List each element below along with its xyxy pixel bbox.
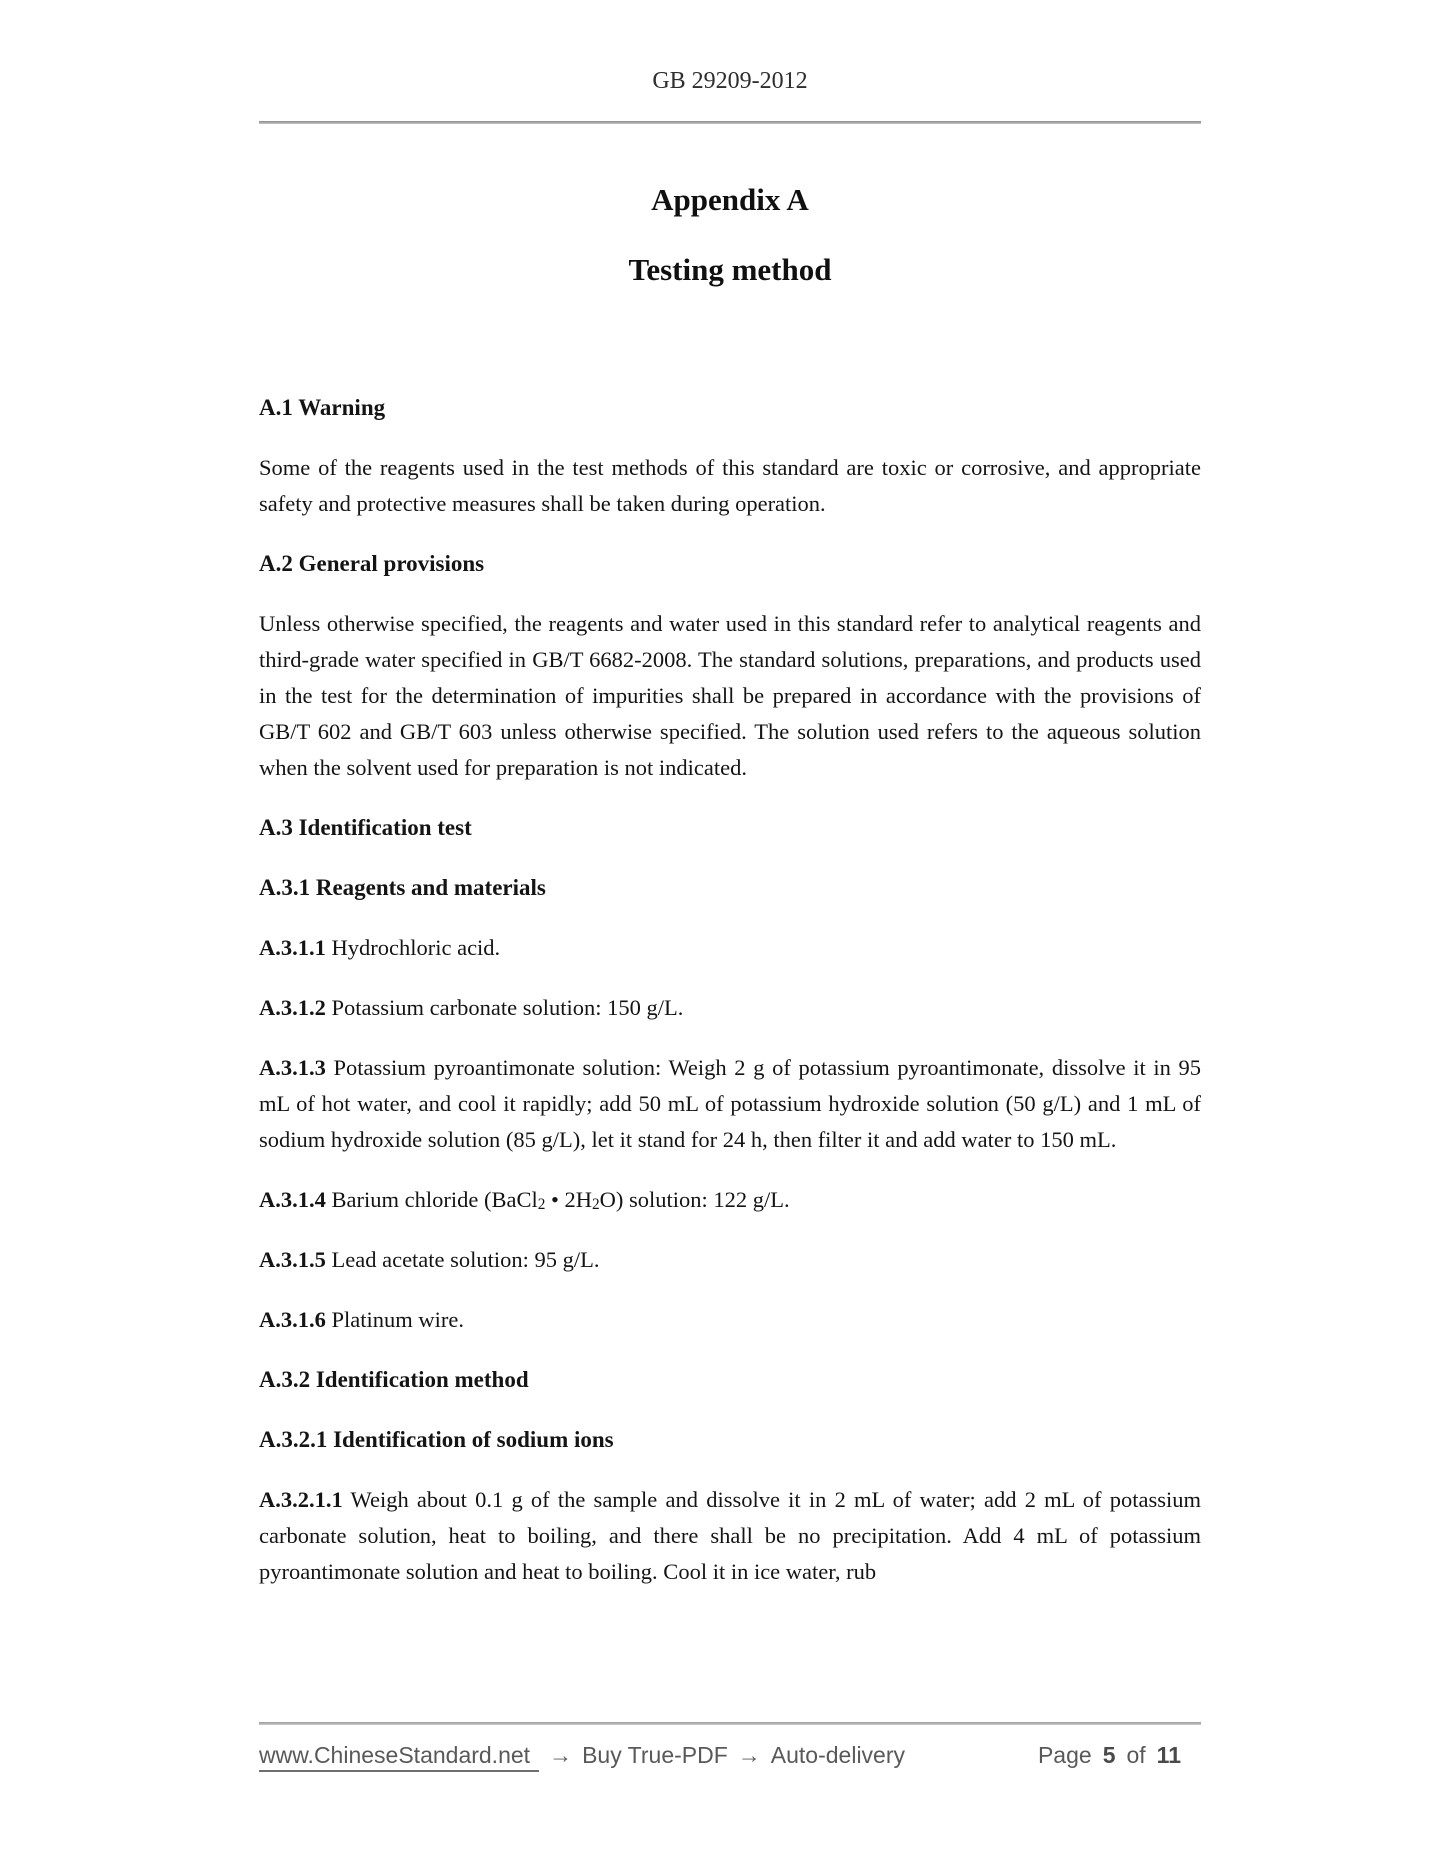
- page-total-number: 11: [1156, 1742, 1181, 1768]
- heading-a32: A.3.2 Identification method: [259, 1367, 529, 1392]
- page-current-number: 5: [1102, 1742, 1116, 1768]
- item-a312: A.3.1.2 Potassium carbonate solution: 150 g/L.: [259, 995, 684, 1020]
- paragraph-a1: Some of the reagents used in the test methods of this standard are toxic or corrosive, and appropriate safety and protective measures shall be taken during operation.: [259, 455, 1201, 516]
- footer-buy-text: Buy True-PDF: [582, 1742, 728, 1768]
- page-label: Page: [1037, 1742, 1092, 1768]
- arrow-icon: →: [549, 1742, 573, 1768]
- document-body: [259, 390, 1201, 1590]
- arrow-icon: →: [737, 1742, 761, 1768]
- page-indicator: [1038, 1741, 1201, 1769]
- item-a313: A.3.1.3 Potassium pyroantimonate solution: Weigh 2 g of potassium pyroantimonate, dissolve it in 95 mL of hot water, and cool it rapidly; add 50 mL of potassium hydroxide solution (50 g/L) and 1 mL of sodium hydroxide solution (85 g/L), let it stand for 24 h, then filter it and add water to 150 mL.: [259, 1055, 1201, 1152]
- site-link[interactable]: www.ChineseStandard.net: [259, 1741, 539, 1772]
- footer-promo: [259, 1741, 905, 1772]
- appendix-title: Appendix A: [651, 182, 809, 217]
- item-a316: A.3.1.6 Platinum wire.: [259, 1307, 464, 1332]
- heading-a31: A.3.1 Reagents and materials: [259, 875, 546, 900]
- item-a311: A.3.1.1 Hydrochloric acid.: [259, 935, 501, 960]
- of-label: of: [1126, 1742, 1146, 1768]
- header-divider: [259, 121, 1201, 124]
- standard-code: GB 29209-2012: [652, 68, 808, 94]
- item-a315: A.3.1.5 Lead acetate solution: 95 g/L.: [259, 1247, 600, 1272]
- heading-a2: A.2 General provisions: [259, 551, 485, 576]
- item-a3211: A.3.2.1.1 Weigh about 0.1 g of the sample and dissolve it in 2 mL of water; add 2 mL of potassium carbonate solution, heat to boiling, and there shall be no precipitation. Add 4 mL of potassium pyroantimonate solution and heat to boiling. Cool it in ice water, rub: [259, 1487, 1201, 1584]
- document-subtitle: Testing method: [628, 252, 832, 287]
- heading-a1: A.1 Warning: [259, 395, 386, 420]
- heading-a321: A.3.2.1 Identification of sodium ions: [259, 1427, 614, 1452]
- footer-divider: [259, 1722, 1201, 1725]
- item-a314: A.3.1.4 Barium chloride (BaCl$_2$ • $2H_2O$) solution: 122 g/L.: [259, 1187, 790, 1213]
- footer-delivery-text: Auto-delivery: [770, 1742, 906, 1768]
- content-column: [259, 0, 1201, 1614]
- footer-row: [259, 1741, 1201, 1772]
- paragraph-a2: Unless otherwise specified, the reagents and water used in this standard refer to analytical reagents and third-grade water specified in GB/T 6682-2008. The standard solutions, preparations, and products used in the test for the determination of impurities shall be prepared in accordance with the provisions of GB/T 602 and GB/T 603 unless otherwise specified. The solution used refers to the aqueous solution when the solvent used for preparation is not indicated.: [259, 611, 1201, 780]
- page-footer: [259, 1722, 1201, 1772]
- heading-a3: A.3 Identification test: [259, 815, 472, 840]
